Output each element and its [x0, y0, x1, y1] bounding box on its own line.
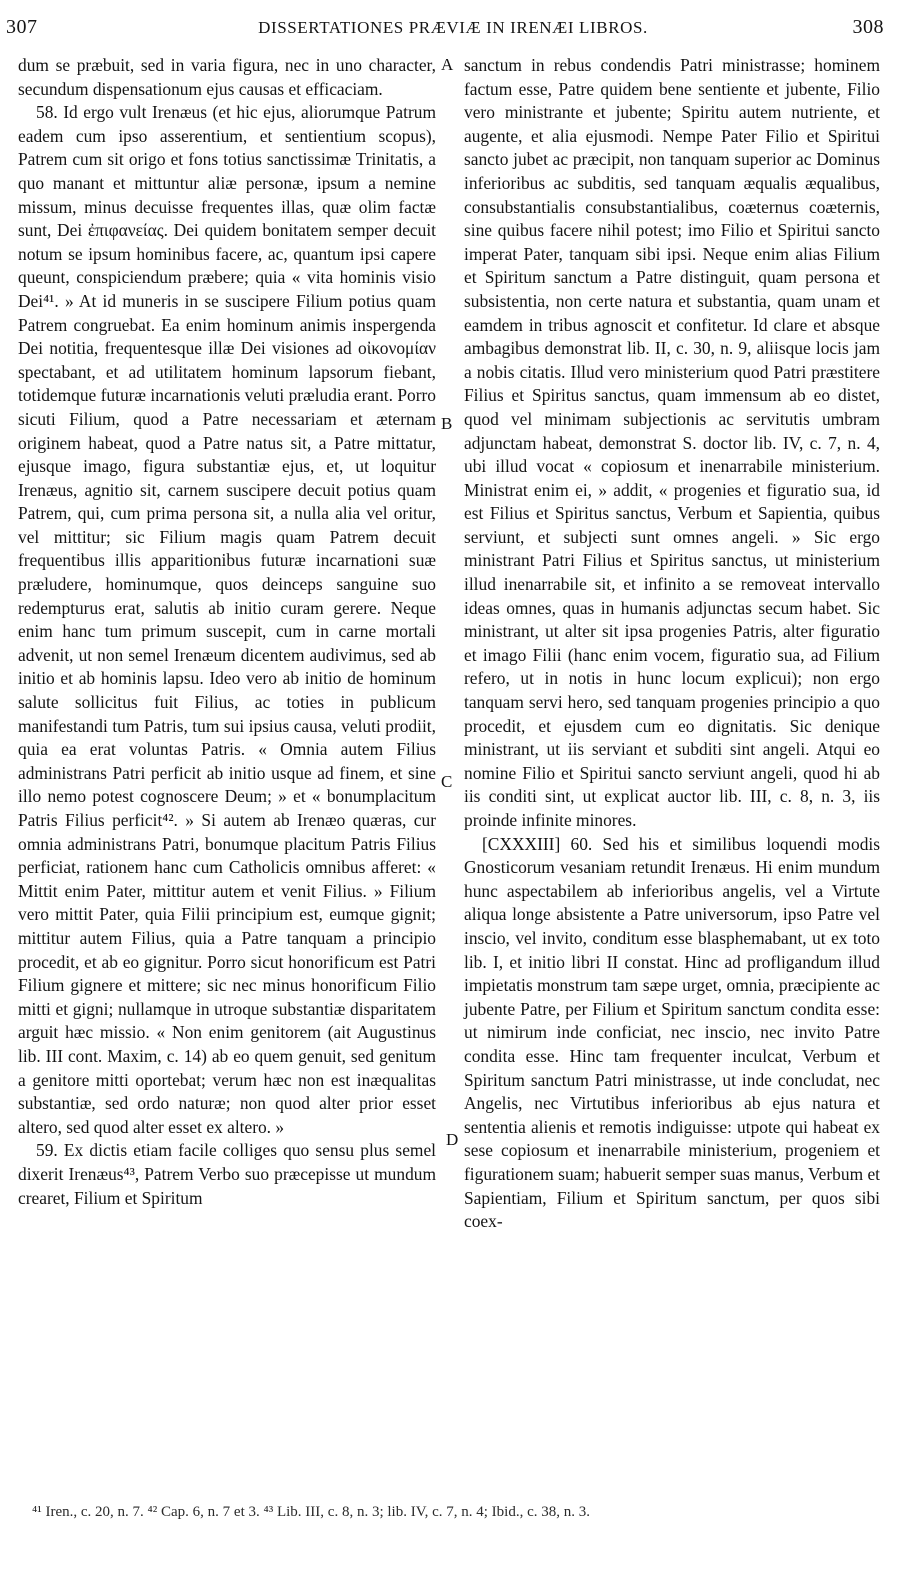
right-column — [464, 54, 880, 1234]
margin-marker-a: A — [441, 55, 454, 74]
margin-marker-d: D — [446, 1130, 459, 1149]
page-number-right: 308 — [852, 16, 884, 38]
page-header — [0, 14, 906, 44]
paragraph-60: [CXXXIII] 60. Sed his et similibus loquendi modis Gnosticorum vesaniam retundit Irenæus. Hi enim mundum hunc aspectabilem ab inferioribus angelis, vel a Virtute aliqua longe absistente a Patre universorum, ipso Patre vel inscio, vel invito, conditum esse blasphemabant, ut ex toto lib. I, et initio libri II constat. Hinc ad profligandum illud impietatis monstrum tam sæpe urget, omnia, præcipiente ac jubente Patre, per Filium et Spiritum sanctum condita esse: ut nimirum inde conficiat, nec inscio, nec invito Patre condita esse. Hinc tam frequenter inculcat, Verbum et Spiritum sanctum Patri ministrasse, ut inde concludat, nec Angelis, nec Virtutibus inferioribus ab ejus natura et sententia alienis et remotis indiguisse: utpote qui habeat ex sese copiosum et inenarrabile ministerium, progeniem et figurationem suam; habuerit semper suas manus, Verbum et Sapientiam, Filium et Spiritum sanctum, per quos sibi coex- — [464, 833, 880, 1232]
margin-marker-b: B — [441, 414, 453, 433]
paragraph-58: 58. Id ergo vult Irenæus (et hic ejus, aliorumque Patrum eadem cum ipso asserentium, et sentientium scopus), Patrem cum sit origo et fons totius sanctissimæ Trinitatis, a quo manant et mittuntur aliæ personæ, ipsum a nemine missum, minus decuisse frequentes illas, quæ olim factæ sunt, Dei ἐπιφανείας. Dei quidem bonitatem semper decuit notum se ipsum hominibus facere, ac, quantum ipsi capere queunt, conspiciendum præbere; quia « vita hominis visio Dei⁴¹. » At id muneris in se suscipere Filium potius quam Patrem congruebat. Ea enim hominum animis inspergenda Dei notitia, frequentesque illæ Dei visiones ad οἰκονομίαν spectabant, et ad utilitatem hominum lapsorum fiebant, totidemque futuræ incarnationis veluti præludia erant. Porro sicuti Filium, quod a Patre necessariam et æternam originem habeat, quod a Patre natus sit, a Patre mittatur, ejusque imago, figura substantiæ ejus, et, ut loquitur Irenæus, agnitio sit, carnem suscipere decuit potius quam Patrem, qui, cum prima persona sit, a nulla alia vel oritur, vel mittitur; sic Filium magis quam Patrem decuit frequentibus illis apparitionibus futuræ incarnationi suæ præludere, hominumque, quos deinceps sanguine suo redempturus erat, salutis ab initio curam gerere. Neque enim hanc tum primum suscepit, cum in carne mortali advenit, ut non semel Irenæum dicentem audivimus, sed ab initio et ab hominis lapsu. Ideo vero ab initio de hominum salute sollicitus fuit Filius, ac toties in publicum manifestandi tum Patris, tum sui ipsius causa, veluti prodiit, quia ea erat voluntas Patris. « Omnia autem Filius administrans Patri perficit ab initio usque ad finem, et sine illo nemo potest cognoscere Deum; » et « bonumplacitum Patris Filius perficit⁴². » Si autem ab Irenæo quæras, cur omnia administrans Patri, bonumque placitum Patris Filius perficiat, rationem hanc cum Catholicis omnibus afferet: « Mittit enim Pater, mittitur autem et venit Filius. » Filium vero mittit Pater, quia Filii principium est, eumque gignit; mittitur autem Filius, quia a Patre tanquam a principio procedit, et ab eo gignitur. Porro sicut honorificum est Patri Filium gignere et mittere; sic nec minus honorificum Filio mitti et gigni; nullamque in utroque substantiæ disparitatem arguit hæc missio. « Non enim genitorem (ait Augustinus lib. III cont. Maxim, c. 14) ab eo quem genuit, sed genitum a genitore mitti oportebat; verum hæc non est inæqualitas substantiæ, sed ordo naturæ; non quod alter prior esset altero, sed quod alter esset ex altero. » — [18, 102, 436, 1137]
paragraph-59: 59. Ex dictis etiam facile colliges quo sensu plus semel dixerit Irenæus⁴³, Patrem Verbo suo præcepisse ut mundum crearet, Filium et Spiritum — [18, 1140, 436, 1208]
margin-marker-c: C — [441, 772, 453, 791]
left-column — [18, 54, 436, 1210]
running-title: DISSERTATIONES PRÆVIÆ IN IRENÆI LIBROS. — [258, 18, 648, 37]
footnotes: ⁴¹ Iren., c. 20, n. 7. ⁴² Cap. 6, n. 7 et 3. ⁴³ Lib. III, c. 8, n. 3; lib. IV, c. 7, n. 4; Ibid., c. 38, n. 3. — [32, 1504, 590, 1520]
page-number-left: 307 — [6, 16, 38, 38]
paragraph-59-continuation: sanctum in rebus condendis Patri ministrasse; hominem factum esse, Patre quidem bene sentiente et jubente, Filio vero ministrante et jubente; Spiritu autem nutriente, et augente, et alia ejusmodi. Nempe Pater Filio et Spiritui sancto jubet ac præcipit, non tanquam superior ac Dominus inferioribus ac subditis, sed tanquam æqualis æqualibus, consubstantialis consubstantialibus, coæternus coæternis, sine quibus facere nihil potest; imo Filio et Spiritui sancto imperat Pater, tanquam sibi ipsi. Neque enim alias Filium et Spiritum sanctum a Patre distinguit, quam persona et subsistentia, non certe natura et substantia, quam unam et eamdem in tribus agnoscit et confitetur. Id clare et absque ambagibus demonstrat lib. II, c. 30, n. 9, aliisque locis jam a nobis citatis. Illud vero ministerium quod Patri præstitere Filius et Spiritus sanctus, quam immensum ab eo distet, quod vel minimam subjectionis ac servitutis umbram adjunctam habeat, demonstrat S. doctor lib. IV, c. 7, n. 4, ubi illud vocat « copiosum et inenarrabile ministerium. Ministrat enim ei, » addit, « progenies et figuratio sua, id est Filius et Spiritus sanctus, Verbum et Sapientia, quibus serviunt, et subjecti sunt omnes angeli. » Sic ergo ministrant Patri Filius et Spiritus sanctus, ut ministerium illud inenarrabile sit, et infinito a se removeat intervallo ideas omnes, quas in humanis adjunctas secum habet. Sic ministrant, ut alter sit ipsa progenies Patris, alter figuratio et imago Filii (hanc enim vocem, figuratio sua, ad Filium refero, ut in notis in hunc locum explicui); non ergo tanquam servi hero, sed tanquam progenies principio a quo procedit, et ejusdem cum eo dignitatis. Sic denique ministrant, ut iis serviant et subditi sint angeli. Atqui eo nomine Filio et Spiritui sancto serviunt angeli, quod hi ab iis conditi sint, ut explicat auctor lib. III, c. 8, n. 3, iis proinde infinite minores. — [464, 55, 880, 830]
paragraph-continuation: dum se præbuit, sed in varia figura, nec in uno character, secundum dispensationum ejus causas et efficaciam. — [18, 55, 436, 99]
